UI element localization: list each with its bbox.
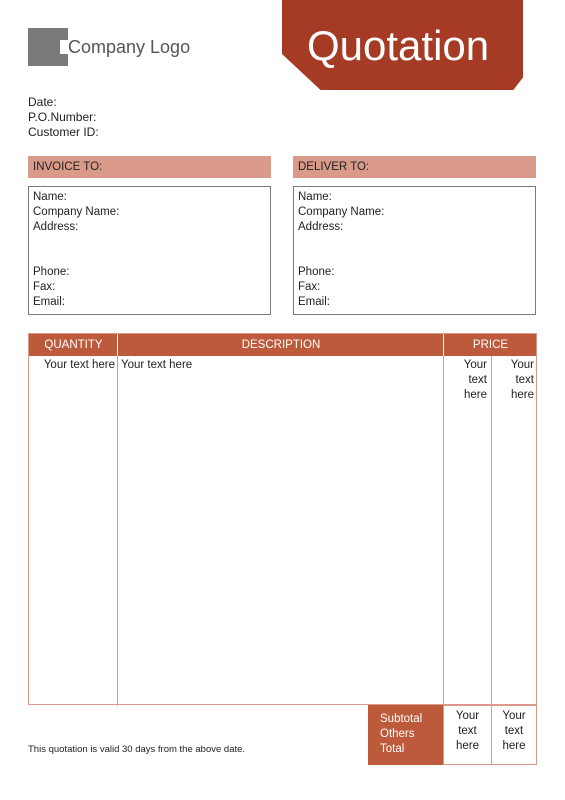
deliver-fax-label: Fax: — [298, 281, 321, 293]
totals-labels — [368, 705, 443, 765]
deliver-to-box — [293, 186, 536, 315]
deliver-to-heading: DELIVER TO: — [293, 156, 536, 178]
invoice-fax-label: Fax: — [33, 281, 56, 293]
deliver-address-label: Address: — [298, 221, 344, 233]
meta-fields — [28, 95, 99, 140]
invoice-name-label: Name: — [33, 191, 67, 203]
subtotal-label: Subtotal — [380, 713, 423, 725]
description-cell: Your text here — [121, 359, 193, 371]
invoice-address-label: Address: — [33, 221, 79, 233]
validity-note: This quotation is valid 30 days from the above date. — [28, 744, 246, 755]
deliver-name-label: Name: — [298, 191, 332, 203]
items-table — [28, 333, 537, 705]
totals-value-2: Your text here — [491, 705, 537, 765]
document-title: Quotation — [307, 22, 490, 69]
description-header: DESCRIPTION — [241, 339, 321, 351]
company-logo-mark — [28, 28, 68, 66]
price-cell-2: Your text here — [510, 359, 534, 401]
others-label: Others — [380, 728, 415, 740]
items-table-header — [29, 334, 536, 356]
invoice-to-box — [28, 186, 271, 315]
invoice-company-label: Company Name: — [33, 206, 120, 218]
quantity-cell: Your text here — [43, 359, 115, 371]
invoice-to-heading: INVOICE TO: — [28, 156, 271, 178]
totals-value-1: Your text here — [443, 705, 492, 765]
total-label: Total — [380, 743, 405, 755]
customer-id-label: Customer ID: — [28, 125, 99, 139]
quantity-header: QUANTITY — [44, 339, 103, 351]
invoice-email-label: Email: — [33, 296, 65, 308]
deliver-company-label: Company Name: — [298, 206, 385, 218]
price-cell-1: Your text here — [463, 359, 487, 401]
deliver-email-label: Email: — [298, 296, 330, 308]
invoice-phone-label: Phone: — [33, 266, 70, 278]
date-label: Date: — [28, 95, 57, 109]
company-logo-text: Company Logo — [68, 37, 191, 57]
price-header: PRICE — [472, 339, 509, 351]
deliver-phone-label: Phone: — [298, 266, 335, 278]
po-number-label: P.O.Number: — [28, 110, 97, 124]
